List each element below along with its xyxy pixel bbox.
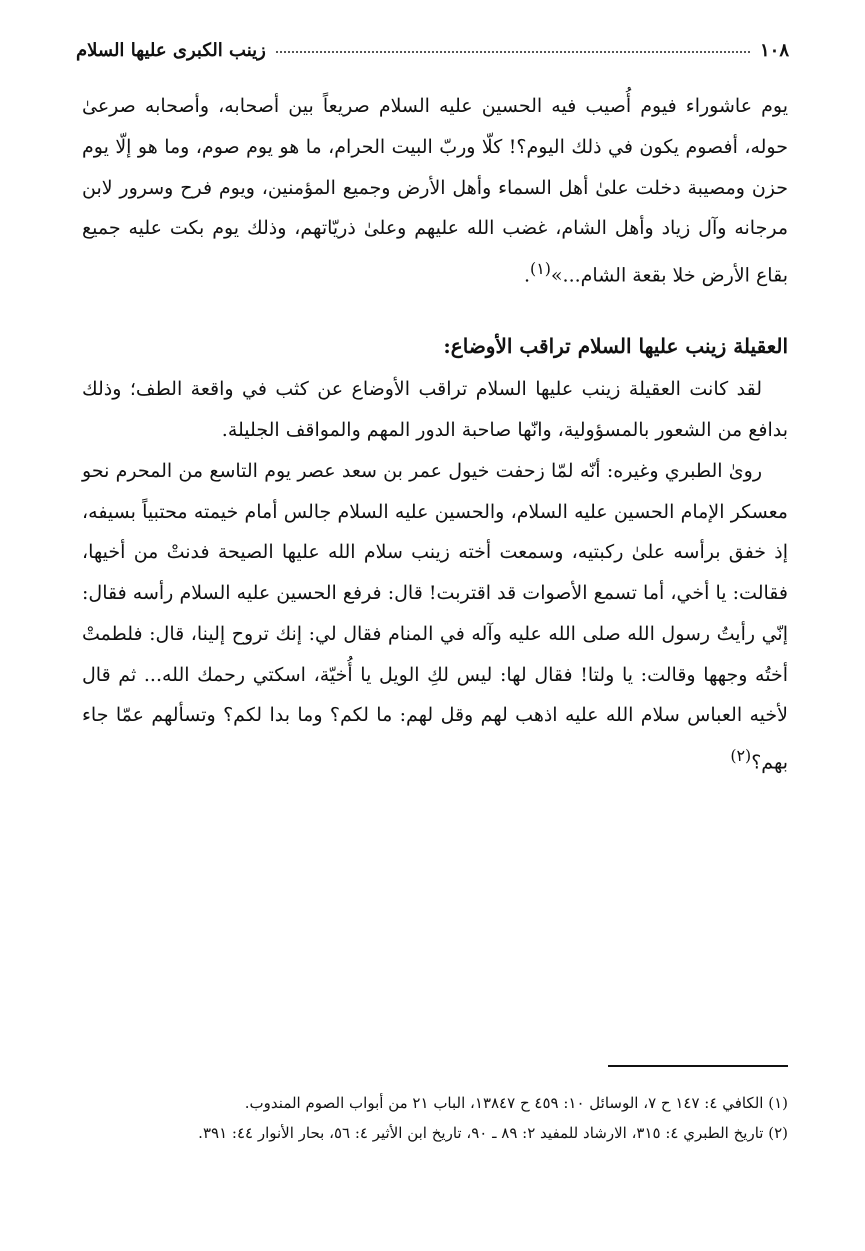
section-heading: العقيلة زينب عليها السلام تراقب الأوضاع:	[443, 334, 788, 359]
page-header	[76, 34, 789, 66]
footnote-1: (١) الكافي ٤: ١٤٧ ح ٧، الوسائل ١٠: ٤٥٩ ح ١٣٨٤٧، الباب ٢١ من أبواب الصوم المندوب.	[244, 1094, 788, 1112]
footnotes	[76, 1088, 788, 1148]
paragraph-1: يوم عاشوراء فيوم أُصيب فيه الحسين عليه السلام صريعاً بين أصحابه، وأصحابه صرعىٰ حوله، أفصوم يكون في ذلك اليوم؟! كلّا وربّ البيت الحرام، ما هو يوم صوم، وما هو إلّا يوم حزن ومصيبة دخلت علىٰ أهل السماء وأهل الأرض وجميع المؤمنين، ويوم فرح وسرور لابن مرجانه وآل زياد وأهل الشام، غضب الله عليهم وعلىٰ ذريّاتهم، وذلك يوم بكت عليه جميع بقاع الأرض خلا بقعة الشام...»$^{(١)}$.	[82, 95, 789, 287]
footnote-ref-2: (٢)	[730, 746, 752, 766]
paragraph-2: لقد كانت العقيلة زينب عليها السلام تراقب الأوضاع عن كثب في واقعة الطف؛ وذلك بدافع من الشعور بالمسؤولية، وانّها صاحبة الدور المهم والمواقف الجليلة.	[82, 378, 788, 441]
footnote-ref-1: (١)	[530, 259, 551, 279]
running-title: زينب الكبرى عليها السلام	[76, 39, 266, 61]
paragraph-3-text: روىٰ الطبري وغيره: أنّه لمّا زحفت خيول عمر بن سعد عصر يوم التاسع من المحرم نحو معسكر الإمام الحسين عليه السلام، والحسين عليه السلام جالس أمام خيمته محتبياً بسيفه، إذ خفق برأسه علىٰ ركبتيه، وسمعت أخته زينب سلام الله عليها الصيحة فدنتْ من أخيها، فقالت: يا أخي، أما تسمع الأصوات قد اقتربت! قال: فرفع الحسين عليه السلام رأسه فقال: إنّي رأيتُ رسول الله صلى الله عليه وآله في المنام فقال لي: إنك تروح إلينا، قال: فلطمتْ أختُه وجهها وقالت: يا ولتا! فقال لها: ليس لكِ الويل يا أُخيّة، اسكتي رحمك الله... ثم قال لأخيه العباس سلام الله عليه اذهب لهم وقل لهم: ما لكم؟ وما بدا لكم؟ وتسألهم عمّا جاء بهم؟	[82, 459, 788, 774]
paragraph-3	[82, 451, 788, 784]
paragraph-1-text: يوم عاشوراء فيوم أُصيب فيه الحسين عليه السلام صريعاً بين أصحابه، وأصحابه صرعىٰ حوله، أفصوم يكون في ذلك اليوم؟! كلّا وربّ البيت الحرام، ما هو يوم صوم، وما هو إلّا يوم حزن ومصيبة دخلت علىٰ أهل السماء وأهل الأرض وجميع المؤمنين، ويوم فرح وسرور لابن مرجانه وآل زياد وأهل الشام، غضب الله عليهم وعلىٰ ذريّاتهم، وذلك يوم بكت عليه جميع بقاع الأرض خلا بقعة الشام...»	[82, 95, 789, 287]
page-body	[82, 86, 788, 791]
footnote-separator	[608, 1065, 788, 1067]
footnote-2: (٢) تاريخ الطبري ٤: ٣١٥، الارشاد للمفيد ٢: ٨٩ ـ ٩٠، تاريخ ابن الأثير ٤: ٥٦، بحار الأنوار ٤٤: ٣٩١.	[198, 1124, 788, 1142]
header-dotted-leader	[276, 39, 750, 53]
page-number: ١٠٨	[759, 39, 789, 61]
